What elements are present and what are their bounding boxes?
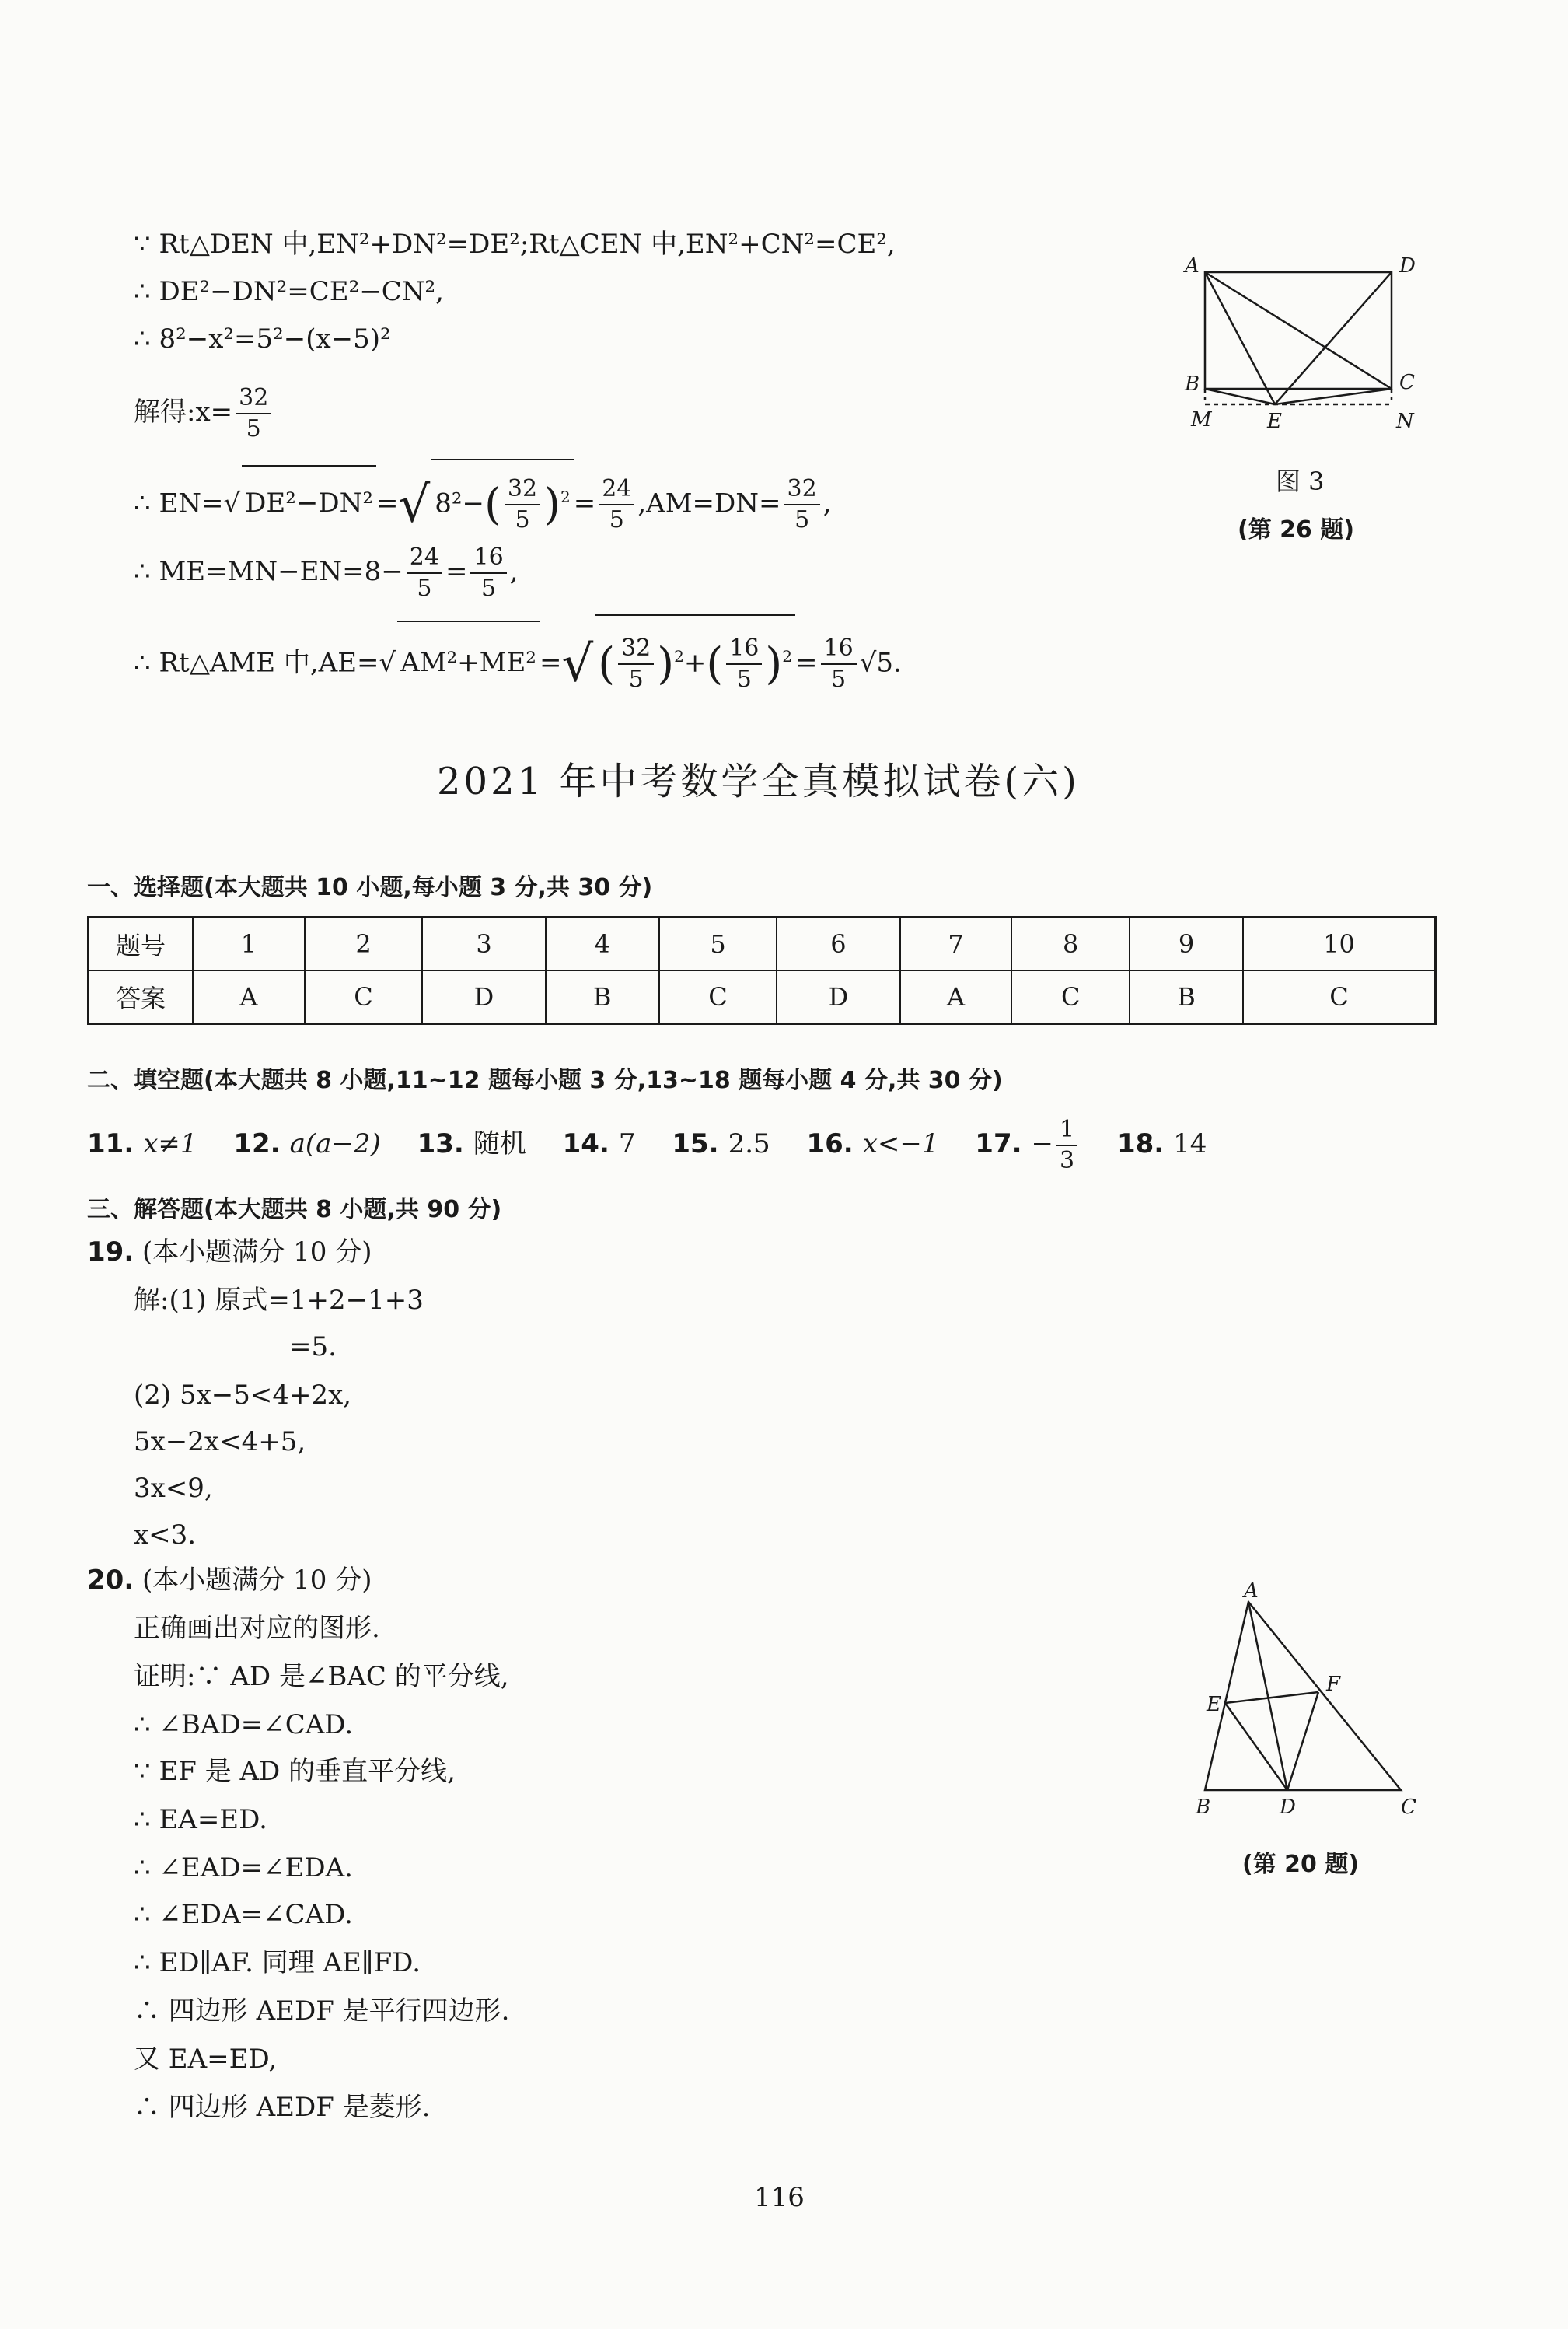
segment-be: [1205, 389, 1275, 404]
en-line: ∴ EN=√ DE²−DN² =√ 8²−( $\frac{32}{5}$ )$^2$ = $\frac{24}{5}$ ,AM=DN= $\frac{32}{5}$ ,: [134, 459, 832, 540]
point-label: B: [1185, 372, 1200, 396]
proof-line-2: ∴ DE²−DN²=CE²−CN²,: [134, 276, 444, 307]
solve-x-line: 解得:x= $\frac{32}{5}$: [134, 381, 274, 443]
table-cell: A: [900, 970, 1012, 1024]
table-cell: C: [1011, 970, 1130, 1024]
q20-line: 证明:∵ AD 是∠BAC 的平分线,: [134, 1661, 509, 1692]
ae-line: ∴ Rt△AME 中,AE=√ AM²+ME² =√ ( $\frac{32}{5}$ )$^2$+( $\frac{16}{5}$ )$^2$ = $\frac{16}{5}$ √5.: [134, 614, 902, 703]
fill-item: 13. 随机: [417, 1128, 526, 1159]
q19-line: x<3.: [134, 1519, 197, 1551]
fill-item: 15. 2.5: [672, 1128, 770, 1159]
q20-line: ∴ ∠EDA=∠CAD.: [134, 1899, 353, 1930]
figure-20-caption: (第 20 题): [1242, 1851, 1360, 1878]
table-cell: 7: [900, 918, 1012, 971]
fill-item: 17. − $\frac{1}{3}$: [975, 1128, 1081, 1159]
table-cell: D: [777, 970, 899, 1024]
proof-line-3: ∴ 8²−x²=5²−(x−5)²: [134, 323, 391, 355]
q20-header: 20. (本小题满分 10 分): [87, 1565, 372, 1596]
table-cell: C: [659, 970, 777, 1024]
q19-header: 19. (本小题满分 10 分): [87, 1236, 372, 1268]
table-header-cell: 答案: [89, 970, 194, 1024]
fill-item: 12. a(a−2): [233, 1128, 381, 1159]
q20-line: ∵ EF 是 AD 的垂直平分线,: [134, 1756, 456, 1787]
figure-26: [1174, 249, 1430, 435]
table-cell: 10: [1243, 918, 1435, 971]
section-2-heading: 二、填空题(本大题共 8 小题,11~12 题每小题 3 分,13~18 题每小题 4 分,共 30 分): [87, 1067, 1003, 1094]
table-cell: 9: [1130, 918, 1243, 971]
q19-line: 3x<9,: [134, 1473, 213, 1504]
table-cell: C: [305, 970, 423, 1024]
q19-line: 5x−2x<4+5,: [134, 1426, 306, 1457]
answer-table: [87, 916, 1437, 1025]
point-label: F: [1326, 1673, 1341, 1696]
figure-26-label: 图 3: [1276, 467, 1325, 496]
point-label: N: [1396, 410, 1414, 433]
table-cell: B: [1130, 970, 1243, 1024]
segment-ce: [1275, 389, 1392, 404]
table-cell: 8: [1011, 918, 1130, 971]
table-cell: D: [422, 970, 545, 1024]
q19-line: 解:(1) 原式=1+2−1+3: [134, 1285, 424, 1316]
section-1-heading: 一、选择题(本大题共 10 小题,每小题 3 分,共 30 分): [87, 874, 653, 901]
table-header-cell: 题号: [89, 918, 194, 971]
point-label: D: [1399, 254, 1416, 278]
fill-item: 14. 7: [562, 1128, 636, 1159]
q20-line: ∴ ED∥AF. 同理 AE∥FD.: [134, 1947, 421, 1978]
table-row-questions: [89, 918, 1436, 971]
q20-line: ∴ EA=ED.: [134, 1804, 267, 1835]
segment-ac: [1205, 272, 1392, 389]
fill-item: 18. 14: [1116, 1128, 1207, 1159]
q20-line: ∴ 四边形 AEDF 是菱形.: [134, 2092, 431, 2123]
table-cell: B: [546, 970, 659, 1024]
q20-line: ∴ ∠EAD=∠EDA.: [134, 1852, 353, 1883]
triangle-abc: [1205, 1602, 1401, 1790]
point-label: M: [1191, 408, 1212, 432]
page-number: 116: [754, 2182, 805, 2213]
table-cell: 6: [777, 918, 899, 971]
segment-de: [1275, 272, 1392, 404]
q20-line: ∴ ∠BAD=∠CAD.: [134, 1709, 354, 1740]
point-label: D: [1280, 1796, 1296, 1819]
fill-answers: [87, 1117, 1234, 1173]
point-label: A: [1185, 254, 1200, 278]
table-cell: 3: [422, 918, 545, 971]
point-label: B: [1196, 1796, 1211, 1819]
table-cell: 2: [305, 918, 423, 971]
section-3-heading: 三、解答题(本大题共 8 小题,共 90 分): [87, 1196, 502, 1223]
table-cell: 5: [659, 918, 777, 971]
exam-title: 2021 年中考数学全真模拟试卷(六): [437, 760, 1080, 803]
segment-ae: [1205, 272, 1275, 404]
q20-line: 又 EA=ED,: [134, 2044, 278, 2075]
point-label: C: [1401, 1796, 1416, 1819]
table-cell: C: [1243, 970, 1435, 1024]
segment-fd: [1287, 1692, 1318, 1790]
point-label: E: [1267, 410, 1282, 433]
segment-ef: [1225, 1692, 1318, 1703]
point-label: E: [1207, 1693, 1221, 1716]
table-row-answers: [89, 970, 1436, 1024]
q19-line: (2) 5x−5<4+2x,: [134, 1380, 352, 1411]
fill-item: 16. x<−1: [806, 1128, 939, 1159]
fill-item: 11. x≠1: [87, 1128, 197, 1159]
q19-line: =5.: [289, 1331, 337, 1362]
figure-26-caption: (第 26 题): [1238, 516, 1355, 544]
table-cell: A: [193, 970, 305, 1024]
q20-line: ∴ 四边形 AEDF 是平行四边形.: [134, 1995, 510, 2027]
proof-line-1: ∵ Rt△DEN 中,EN²+DN²=DE²;Rt△CEN 中,EN²+CN²=CE²,: [134, 229, 896, 260]
point-label: A: [1244, 1579, 1259, 1603]
table-cell: 1: [193, 918, 305, 971]
fraction: $\frac{32}{5}$: [236, 386, 271, 441]
q20-line: 正确画出对应的图形.: [134, 1613, 380, 1644]
me-line: ∴ ME=MN−EN=8− $\frac{24}{5}$ = $\frac{16}{5}$ ,: [134, 544, 519, 602]
figure-20: [1182, 1579, 1438, 1827]
table-cell: 4: [546, 918, 659, 971]
point-label: C: [1399, 371, 1415, 394]
